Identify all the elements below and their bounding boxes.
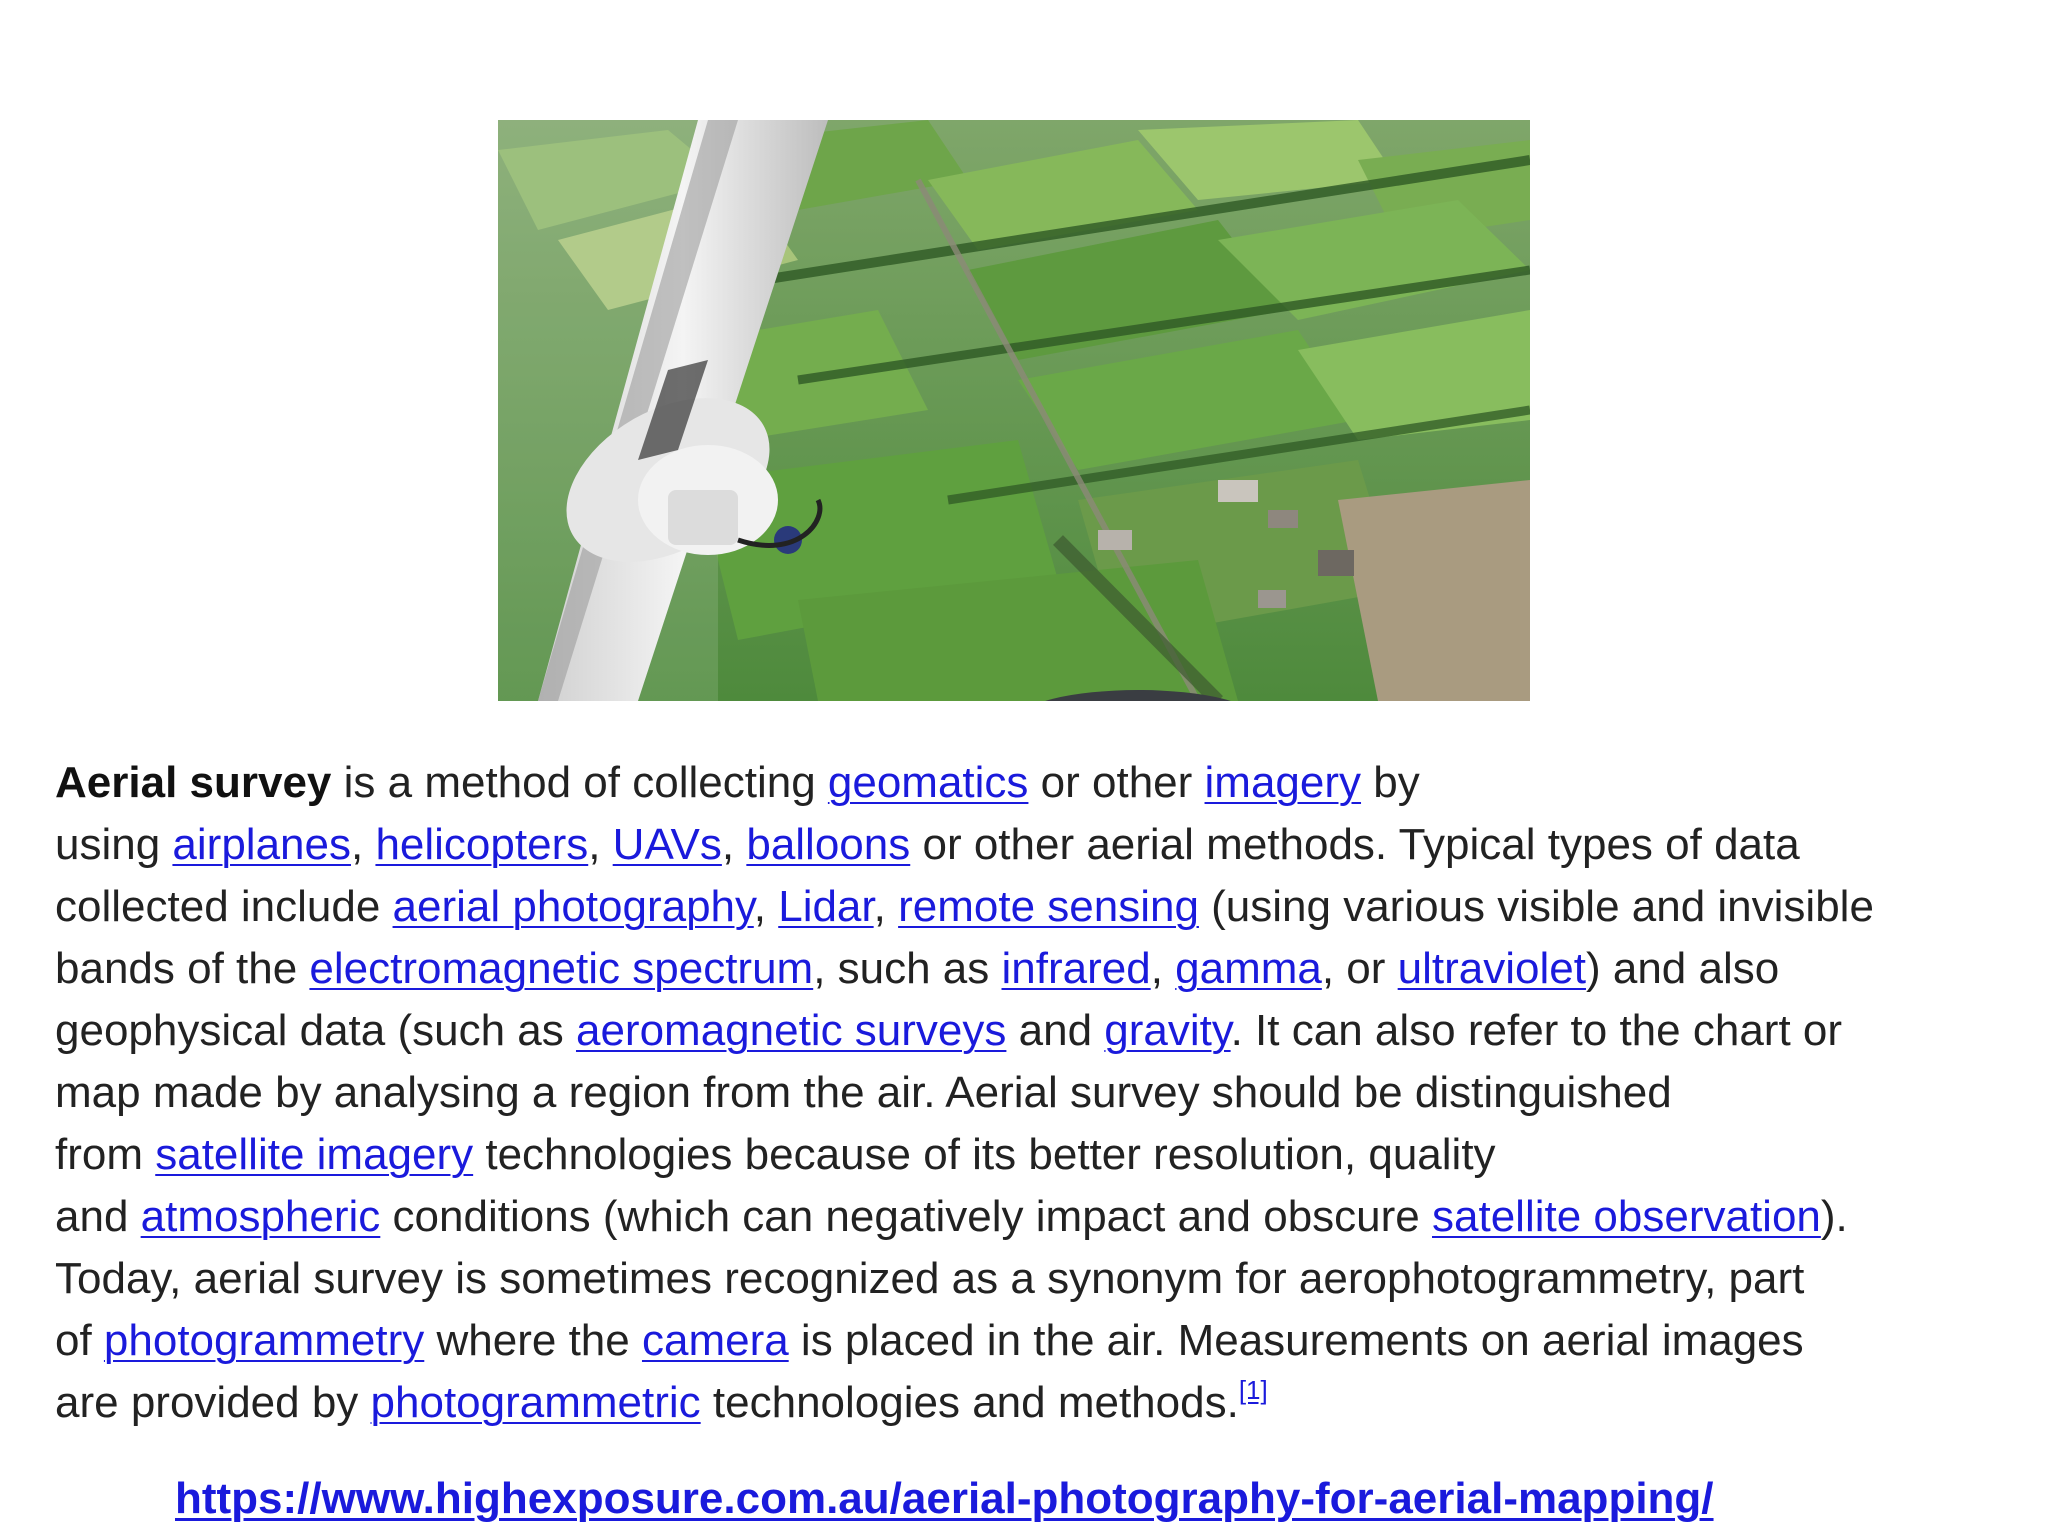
link-photogrammetry[interactable]: photogrammetry	[103, 1316, 425, 1365]
text: or other	[1028, 758, 1205, 807]
article-line-1	[55, 752, 2015, 814]
text: from	[55, 1130, 156, 1179]
text: ,	[1150, 944, 1176, 993]
reference-superscript	[1239, 1375, 1268, 1405]
link-electromagnetic-spectrum[interactable]: electromagnetic spectrum	[309, 944, 814, 993]
text: ,	[753, 882, 779, 931]
text: ).	[1820, 1192, 1848, 1241]
text: are provided by	[55, 1378, 371, 1427]
text: collected include	[55, 882, 393, 931]
text: Today, aerial survey is sometimes recognized as a synonym for aerophotogrammetry, part	[55, 1254, 1805, 1303]
article-line-11	[55, 1372, 2015, 1434]
link-remote-sensing[interactable]: remote sensing	[898, 882, 1199, 931]
article-line-7	[55, 1124, 2015, 1186]
text: and	[55, 1192, 141, 1241]
text: , or	[1321, 944, 1398, 993]
article-line-6	[55, 1062, 2015, 1124]
link-gravity[interactable]: gravity	[1104, 1006, 1231, 1055]
link-reference-1[interactable]: [1]	[1238, 1375, 1268, 1405]
text: ,	[873, 882, 899, 931]
article-line-8	[55, 1186, 2015, 1248]
text: and	[1006, 1006, 1105, 1055]
link-gamma[interactable]: gamma	[1175, 944, 1322, 993]
article-line-10	[55, 1310, 2015, 1372]
text: where the	[424, 1316, 642, 1365]
link-satellite-imagery[interactable]: satellite imagery	[155, 1130, 474, 1179]
link-uavs[interactable]: UAVs	[612, 820, 722, 869]
link-atmospheric[interactable]: atmospheric	[140, 1192, 381, 1241]
text: , such as	[813, 944, 1002, 993]
link-helicopters[interactable]: helicopters	[375, 820, 589, 869]
link-infrared[interactable]: infrared	[1001, 944, 1151, 993]
text: (using various visible and invisible	[1198, 882, 1874, 931]
aerial-photo	[498, 120, 1530, 701]
link-photogrammetric[interactable]: photogrammetric	[370, 1378, 701, 1427]
link-airplanes[interactable]: airplanes	[172, 820, 351, 869]
link-geomatics[interactable]: geomatics	[827, 758, 1029, 807]
link-imagery[interactable]: imagery	[1204, 758, 1362, 807]
article-line-2	[55, 814, 2015, 876]
link-ultraviolet[interactable]: ultraviolet	[1397, 944, 1586, 993]
text: ,	[588, 820, 613, 869]
text: is a method of collecting	[331, 758, 828, 807]
text: using	[55, 820, 173, 869]
text: geophysical data (such as	[55, 1006, 576, 1055]
text: by	[1361, 758, 1420, 807]
text: bands of the	[55, 944, 310, 993]
article-line-9	[55, 1248, 2015, 1310]
source-url-link[interactable]: https://www.highexposure.com.au/aerial-photography-for-aerial-mapping/	[175, 1474, 1714, 1523]
text: ,	[350, 820, 376, 869]
link-lidar[interactable]: Lidar	[778, 882, 874, 931]
link-satellite-observation[interactable]: satellite observation	[1432, 1192, 1821, 1241]
link-aerial-photography[interactable]: aerial photography	[392, 882, 754, 931]
aerial-photo-icon	[498, 120, 1530, 701]
article-line-5	[55, 1000, 2015, 1062]
article-paragraph	[55, 752, 2015, 1434]
text: map made by analysing a region from the air. Aerial survey should be distinguished	[55, 1068, 1672, 1117]
text: ,	[721, 820, 747, 869]
article-line-4	[55, 938, 2015, 1000]
text: conditions (which can negatively impact and obscure	[380, 1192, 1432, 1241]
link-aeromagnetic-surveys[interactable]: aeromagnetic surveys	[575, 1006, 1007, 1055]
text: is placed in the air. Measurements on aerial images	[788, 1316, 1804, 1365]
link-camera[interactable]: camera	[641, 1316, 789, 1365]
text: technologies because of its better resolution, quality	[473, 1130, 1496, 1179]
text: . It can also refer to the chart or	[1230, 1006, 1843, 1055]
text: of	[55, 1316, 104, 1365]
text: or other aerial methods. Typical types of data	[910, 820, 1800, 869]
text: technologies and methods.	[700, 1378, 1239, 1427]
text: ) and also	[1585, 944, 1780, 993]
link-balloons[interactable]: balloons	[746, 820, 911, 869]
article-line-3	[55, 876, 2015, 938]
term-aerial-survey: Aerial survey	[55, 758, 332, 807]
